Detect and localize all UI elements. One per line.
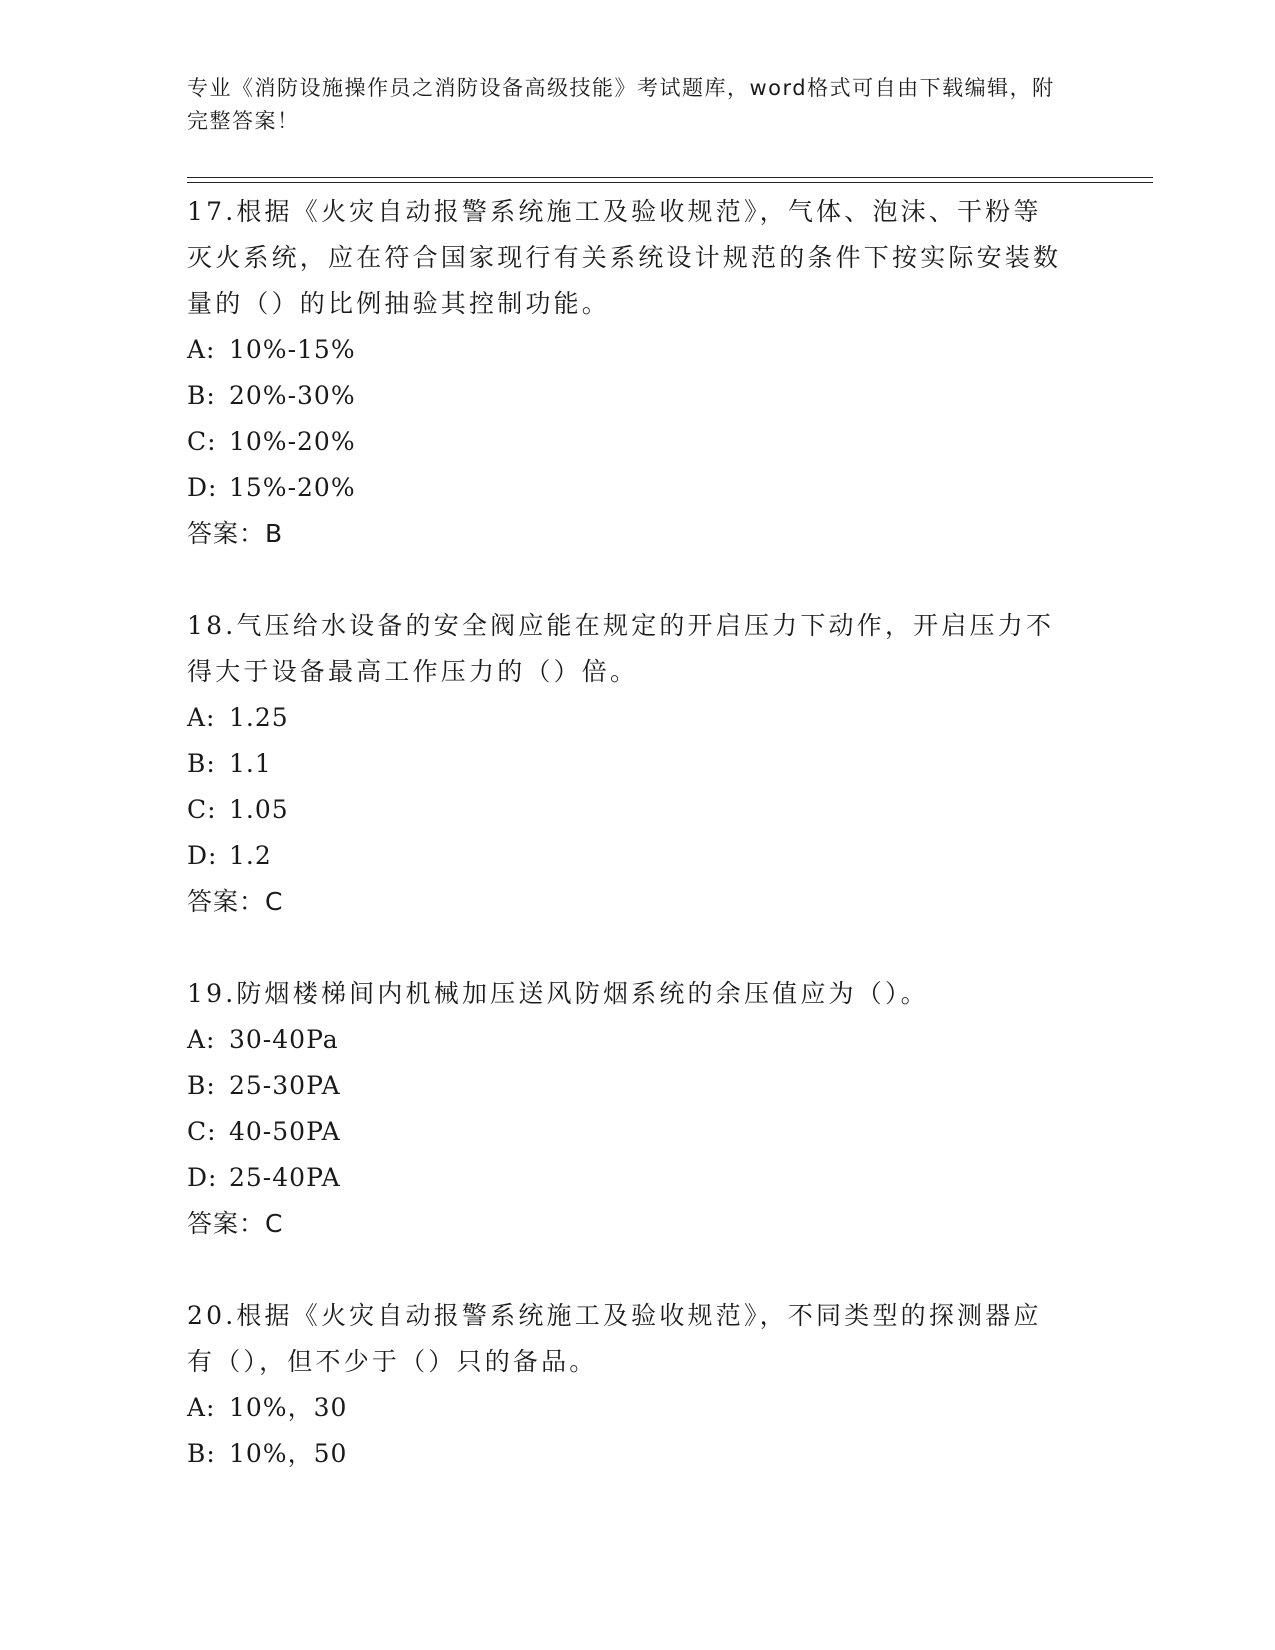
- option-key: C:: [187, 1117, 217, 1146]
- option-a: [187, 1017, 1087, 1063]
- option-value: 1.25: [229, 703, 289, 732]
- option-key: C:: [187, 427, 217, 456]
- question-19: [187, 971, 1087, 1247]
- option-value: 40-50PA: [229, 1117, 341, 1146]
- option-b: [187, 1431, 1087, 1477]
- option-key: D:: [187, 473, 218, 502]
- option-b: [187, 1063, 1087, 1109]
- question-20: [187, 1293, 1087, 1477]
- option-c: [187, 1109, 1087, 1155]
- option-a: [187, 1385, 1087, 1431]
- option-value: 10%，30: [229, 1393, 348, 1422]
- question-17: [187, 189, 1087, 557]
- option-a: [187, 695, 1087, 741]
- option-key: D:: [187, 1163, 218, 1192]
- answer-line: 答案：C: [187, 1209, 284, 1238]
- question-text: 19.防烟楼梯间内机械加压送风防烟系统的余压值应为（）。: [187, 979, 929, 1008]
- option-value: 25-30PA: [229, 1071, 341, 1100]
- option-key: A:: [187, 703, 216, 732]
- option-key: C:: [187, 795, 217, 824]
- answer-line: 答案：C: [187, 887, 284, 916]
- option-key: A:: [187, 1025, 216, 1054]
- question-list: [187, 189, 1087, 1477]
- header-divider-bottom: [187, 182, 1153, 183]
- option-value: 15%-20%: [229, 473, 356, 502]
- option-value: 1.05: [229, 795, 289, 824]
- option-b: [187, 741, 1087, 787]
- option-key: A:: [187, 335, 216, 364]
- option-value: 25-40PA: [229, 1163, 341, 1192]
- option-value: 1.2: [229, 841, 272, 870]
- option-c: [187, 787, 1087, 833]
- option-value: 20%-30%: [229, 381, 356, 410]
- option-value: 10%，50: [229, 1439, 348, 1468]
- document-intro: 专业《消防设施操作员之消防设备高级技能》考试题库，word格式可自由下载编辑，附完整答案！: [187, 76, 1055, 133]
- option-value: 10%-20%: [229, 427, 356, 456]
- option-d: [187, 465, 1087, 511]
- option-key: B:: [187, 381, 216, 410]
- option-value: 10%-15%: [229, 335, 356, 364]
- option-d: [187, 833, 1087, 879]
- question-18: [187, 603, 1087, 925]
- header-divider-top: [187, 177, 1153, 178]
- option-key: B:: [187, 749, 216, 778]
- option-value: 1.1: [229, 749, 272, 778]
- option-key: D:: [187, 841, 218, 870]
- option-key: B:: [187, 1439, 216, 1468]
- question-spacer: [187, 925, 1087, 971]
- option-c: [187, 419, 1087, 465]
- option-key: B:: [187, 1071, 216, 1100]
- question-text: 20.根据《火灾自动报警系统施工及验收规范》，不同类型的探测器应有（），但不少于（）只的备品。: [187, 1301, 1042, 1376]
- question-spacer: [187, 1247, 1087, 1293]
- question-text: 17.根据《火灾自动报警系统施工及验收规范》，气体、泡沫、干粉等灭火系统，应在符合国家现行有关系统设计规范的条件下按实际安装数量的（）的比例抽验其控制功能。: [187, 197, 1062, 318]
- option-d: [187, 1155, 1087, 1201]
- option-a: [187, 327, 1087, 373]
- answer-line: 答案：B: [187, 519, 284, 548]
- question-text: 18.气压给水设备的安全阀应能在规定的开启压力下动作，开启压力不得大于设备最高工作压力的（）倍。: [187, 611, 1055, 686]
- question-spacer: [187, 557, 1087, 603]
- option-value: 30-40Pa: [229, 1025, 339, 1054]
- option-b: [187, 373, 1087, 419]
- option-key: A:: [187, 1393, 216, 1422]
